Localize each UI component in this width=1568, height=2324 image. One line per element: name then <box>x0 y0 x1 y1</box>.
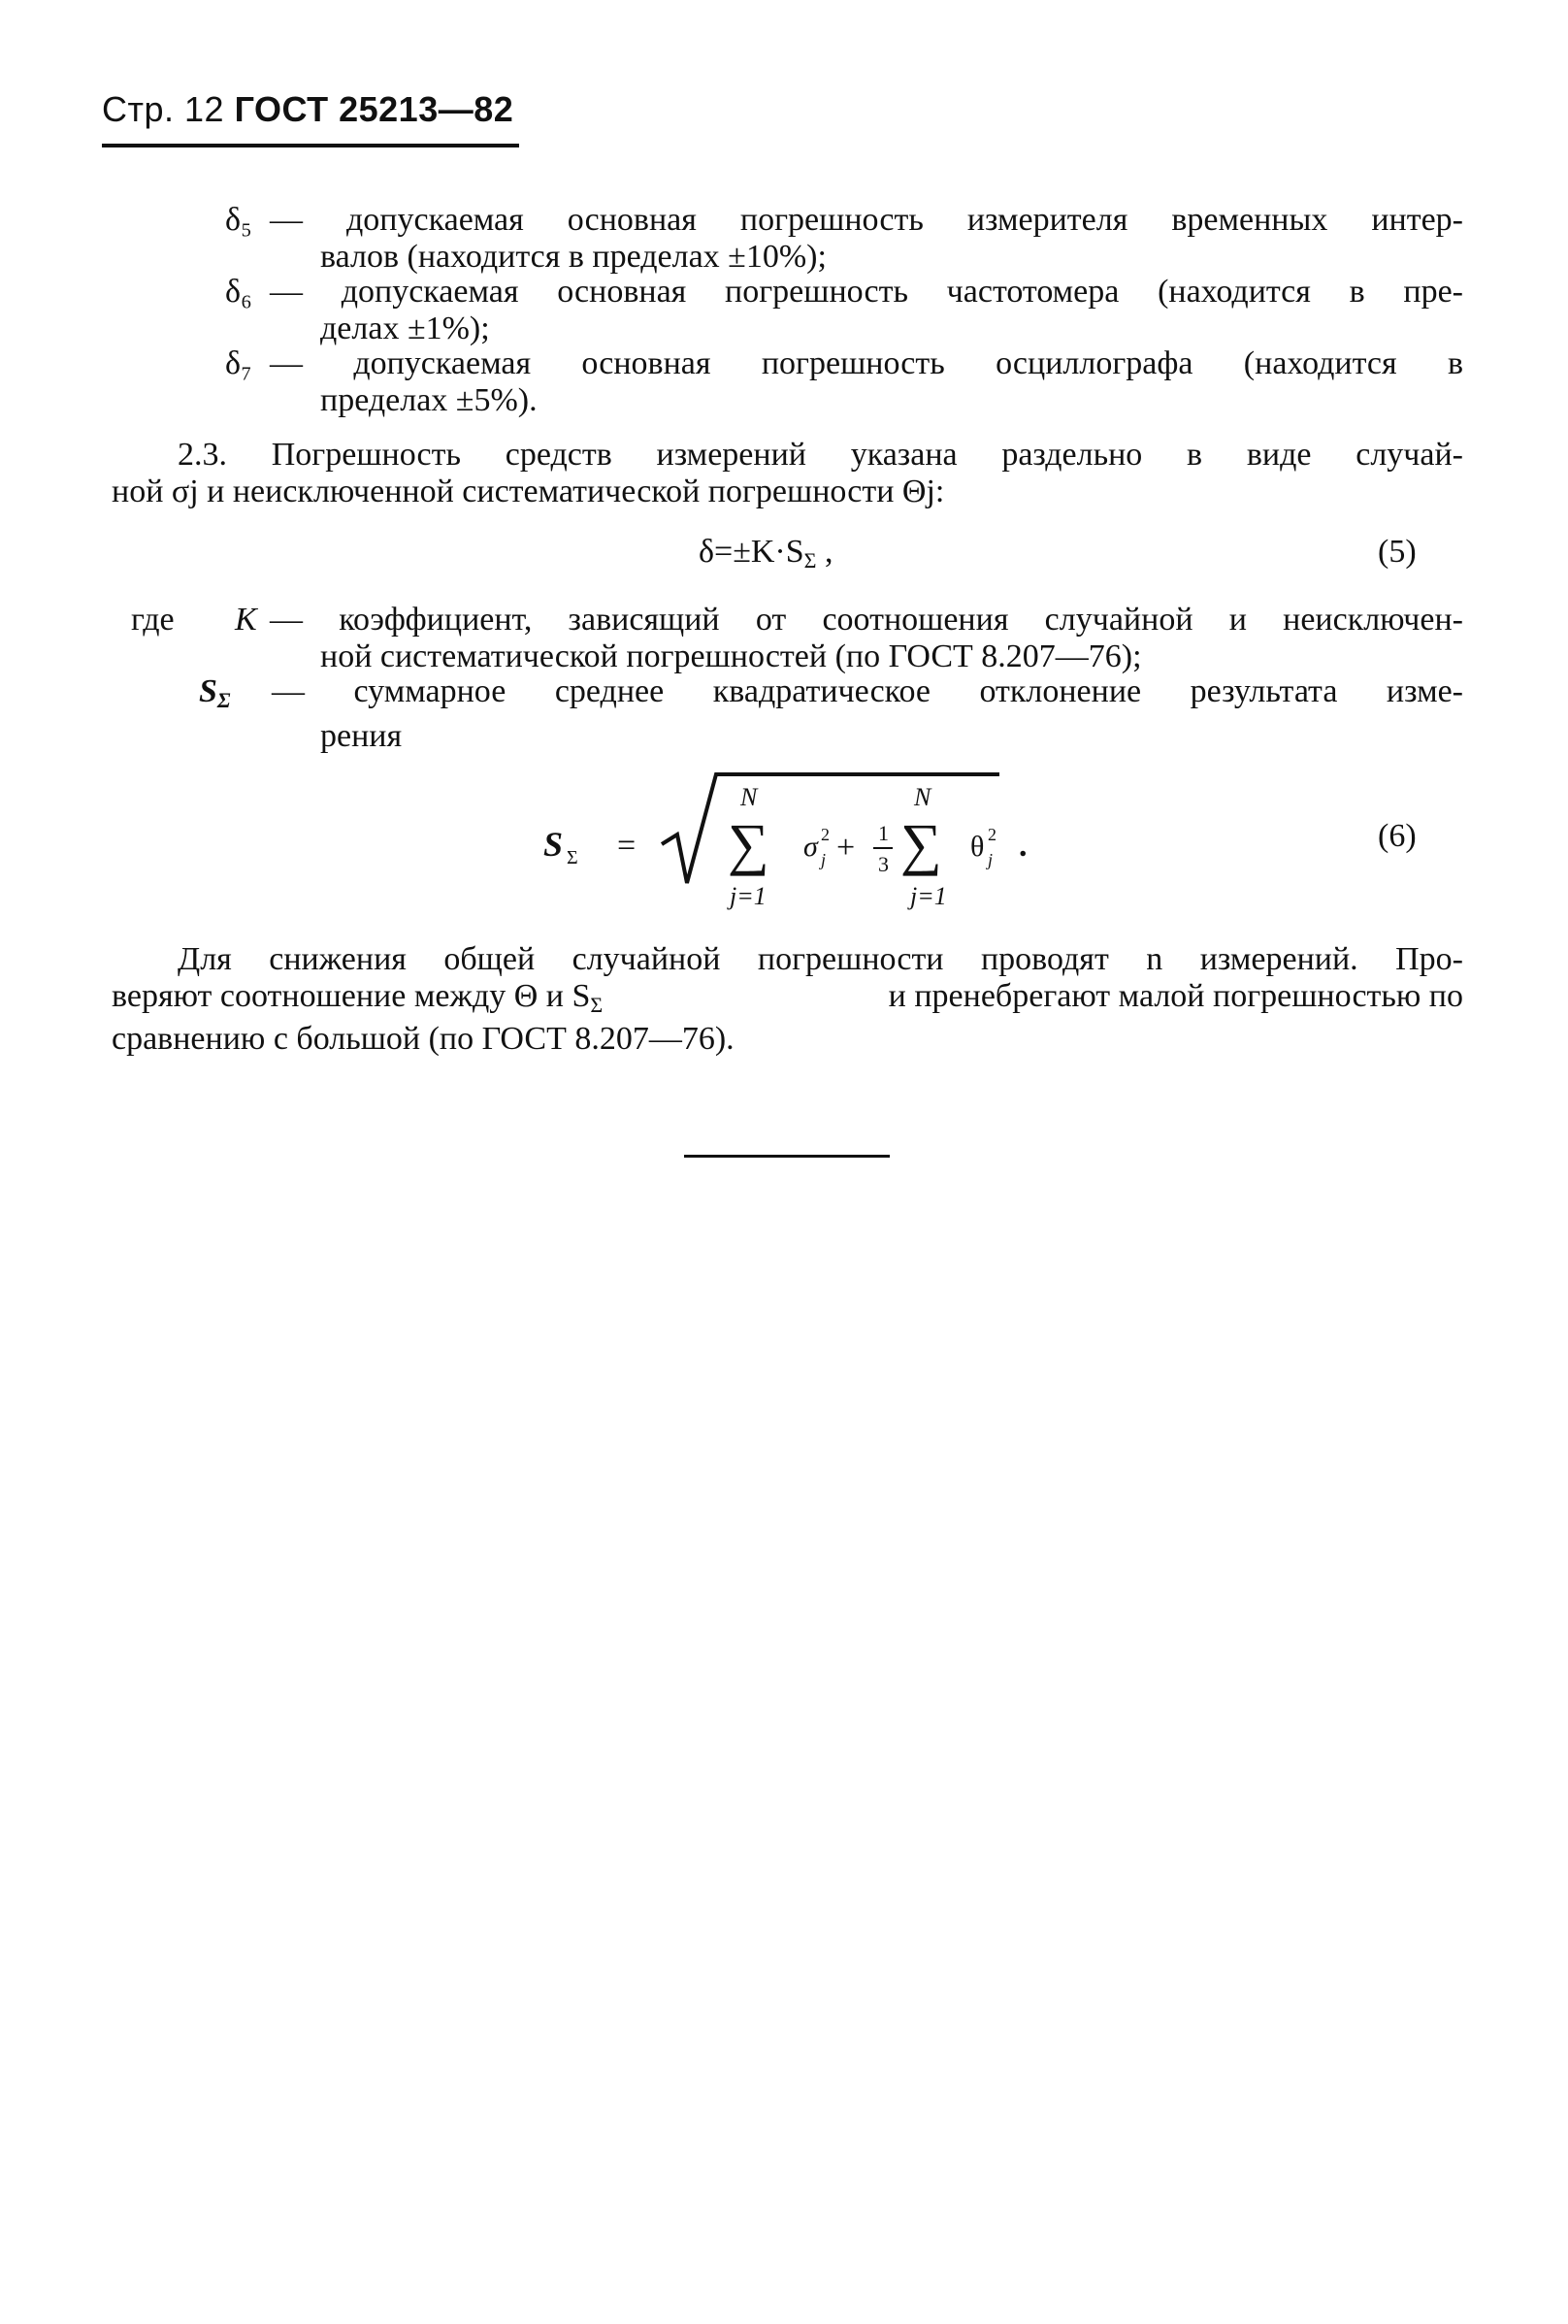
section-2-3-line2: ной σj и неисключенной систематической погрешности Θj: <box>112 474 945 509</box>
closing-line2-head: веряют соотношение между Θ и $S_\Sigma$ <box>112 978 604 1017</box>
frac-den: 3 <box>878 852 889 876</box>
sum2-upper: N <box>914 783 931 811</box>
plus-sign: + <box>836 830 856 866</box>
closing-line1: Для снижения общей случайной погрешности проводят n измерений. Про- <box>178 941 1463 977</box>
end-rule <box>684 1155 890 1158</box>
closing-line3: сравнению с большой (по ГОСТ 8.207—76). <box>112 1021 735 1057</box>
sum1-upper: N <box>740 783 758 811</box>
formula-6-end: . <box>1019 828 1028 864</box>
frac-num: 1 <box>878 821 889 845</box>
k-def-line1: — коэффициент, зависящий от соотношения случайной и неисключен- <box>270 602 1463 638</box>
formula-5-body: δ=±K·S <box>699 534 804 570</box>
header-rule <box>102 144 519 147</box>
formula-5-tail: , <box>824 534 833 570</box>
def-d7-line2: пределах ±5%). <box>320 382 538 418</box>
equation-number-6: (6) <box>1378 818 1417 854</box>
term1: σ <box>803 831 818 863</box>
k-symbol: K <box>235 602 257 638</box>
where-word: где <box>131 602 175 638</box>
equation-number-5: (5) <box>1378 534 1417 570</box>
def-symbol-d5: δ₅ <box>225 202 252 238</box>
formula-6-lhs: S <box>543 825 564 864</box>
def-d5-line1: — допускаемая основная погрешность измерителя временных интер- <box>270 202 1463 238</box>
sum1-sign: ∑ <box>728 812 769 876</box>
def-d6-line2: делах ±1%); <box>320 311 490 346</box>
k-def-line2: ной систематической погрешностей (по ГОСТ 8.207—76); <box>320 638 1142 674</box>
def-d7-line1: — допускаемая основная погрешность осциллографа (находится в <box>270 345 1463 381</box>
closing-line2-tail: и пренебрегают малой погрешностью по <box>888 978 1463 1014</box>
term1-sup: 2 <box>821 825 830 844</box>
def-d5-line2: валов (находится в пределах ±10%); <box>320 239 827 275</box>
s-symbol-sub: Σ <box>216 688 231 712</box>
closing-line2-sub: Σ <box>590 993 604 1017</box>
term2-sub: j <box>988 850 994 869</box>
term2-sup: 2 <box>988 825 996 844</box>
term1-sub: j <box>821 850 827 869</box>
sqrt-sign <box>662 774 999 883</box>
def-symbol-d6: δ₆ <box>225 274 252 310</box>
s-symbol <box>199 675 231 711</box>
standard-code: ГОСТ 25213—82 <box>234 89 514 129</box>
term2: θ <box>970 831 985 863</box>
page-number: Стр. 12 <box>102 89 225 129</box>
closing-line2 <box>112 980 1463 1016</box>
s-def-line2: рения <box>320 718 403 754</box>
sum2-lower: j=1 <box>910 882 947 910</box>
def-symbol-d7: δ₇ <box>225 345 252 381</box>
formula-5-sub: Σ <box>803 548 817 573</box>
formula-5 <box>699 536 833 572</box>
formula-6-equals: = <box>617 828 637 864</box>
formula-6-lhs-sub: Σ <box>567 847 578 868</box>
s-symbol-letter: S <box>199 673 217 709</box>
sum2-sign: ∑ <box>900 812 942 876</box>
def-d6-line1: — допускаемая основная погрешность частотомера (находится в пре- <box>270 274 1463 310</box>
s-def-line1: — суммарное среднее квадратическое отклонение результата изме- <box>272 673 1463 709</box>
sum1-lower: j=1 <box>730 882 767 910</box>
page-header <box>102 89 513 130</box>
section-2-3-line1: 2.3. Погрешность средств измерений указана раздельно в виде случай- <box>178 437 1463 473</box>
formula-6 <box>543 767 1087 922</box>
